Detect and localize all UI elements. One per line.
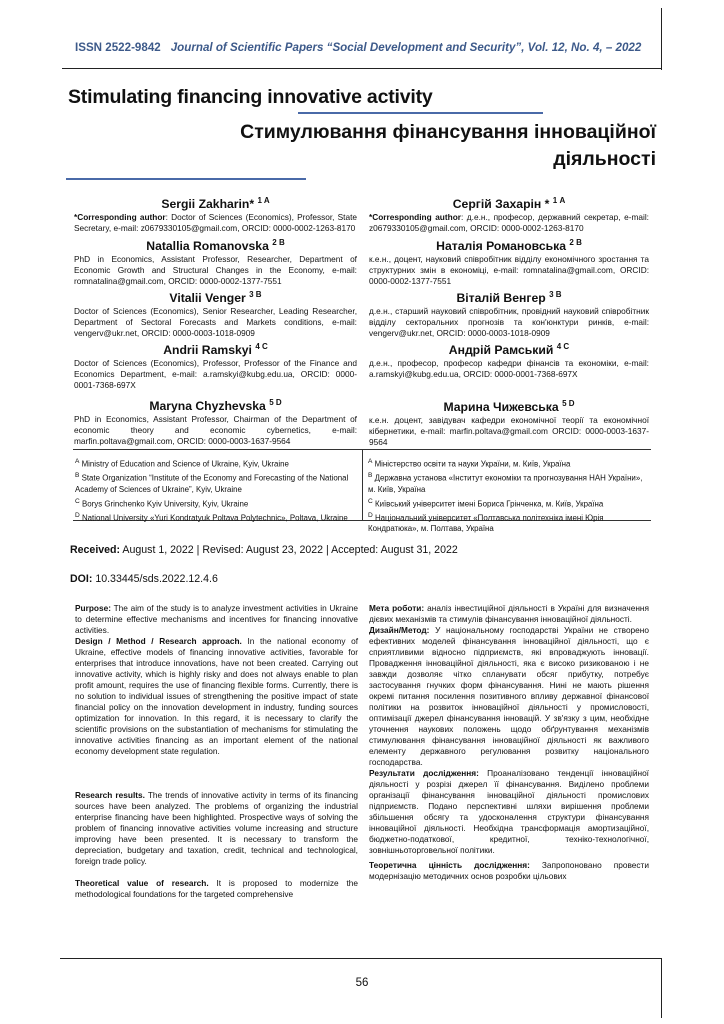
author-name: Vitalii Venger $^{3 B}$ [169, 290, 262, 306]
doi: DOI: 10.33445/sds.2022.12.4.6 [70, 573, 218, 585]
author-info: к.е.н. доцент, завідувач кафедри економічної теорії та економічної кібернетики, e-mail: marfin.poltava@gmail.com ORCID: 0000-0003-1637-9564 [369, 415, 649, 448]
abstract-design: Design / Method / Research approach. In the national economy of Ukraine, effective models of financing innovative activities, favorable for enterprises that introduce innovations, have not been created. Carrying out innovative activity, which is highly risky and does not always enable to plan profit amount, requires the use of financing flexible forms. Currently, there is no solution to individual issues of strengthening the positive impact of state financial policy on the innovation development in industry, funding sources optimization for innovation. In this regard, it is necessary to clarify the scientific provisions on the substantiation of mechanisms for stimulating the innovative activities financing as an important element of the national economy development state regulation. [75, 636, 358, 756]
affiliation: $^C$ Borys Grinchenko Kyiv University, Kyiv, Ukraine [75, 497, 249, 509]
author-name: Наталія Романовська $^{2 B}$ [436, 238, 582, 254]
affiliations-english [75, 457, 357, 525]
title-english: Stimulating financing innovative activity [68, 86, 433, 108]
author-info: Doctor of Sciences (Economics), Professor, Professor of the Finance and Economics Department, e-mail: a.ramskyi@kubg.edu.ua, ORCID: 0000-0001-7368-697X [74, 358, 357, 391]
abstract-results: Research results. The trends of innovative activity in terms of its financing sources have been analyzed. The problems of organizing the industrial enterprise financing have been highlighted. Prospective ways of solving the problem of financing innovative activities volume increasing and structure improving have been presented. It is necessary to transform the depreciation, budgetary and taxation, credit, technical and technological, foreign trade policy. [75, 790, 359, 866]
header-rule [62, 68, 662, 69]
author-info: к.е.н., доцент, науковий співробітник відділу економічного зростання та структурних змін в економіці, e-mail: romnatalina@gmail.com, ORCID: 0000-0002-1377-7551 [369, 254, 649, 287]
publication-dates: Received: August 1, 2022 | Revised: August 23, 2022 | Accepted: August 31, 2022 [70, 544, 458, 556]
author-name: Андрій Рамський $^{4 C}$ [448, 342, 570, 358]
title-underline-2 [66, 178, 306, 180]
journal-citation: Journal of Scientific Papers “Social Development and Security”, Vol. 12, No. 4, – 2022 [170, 41, 642, 54]
author-info: д.е.н., старший науковий співробітник, провідний науковий співробітник відділу секторальних прогнозів та кон'юнктури ринків, e-mail: vengerv@ukr.net, ORCID: 0000-0003-1018-0909 [369, 306, 649, 339]
doi-link[interactable]: 10.33445/sds.2022.12.4.6 [95, 573, 218, 585]
affiliation: $^A$ Ministry of Education and Science of Ukraine, Kyiv, Ukraine [75, 458, 289, 469]
author-info: PhD in Economics, Assistant Professor, Chairman of the Department of economic theory and economic cybernetics, e-mail: marfin.poltava@gmail.com, ORCID: 0000-0003-1637-9564 [74, 414, 357, 447]
author-info: *Corresponding author: Doctor of Sciences (Economics), Professor, State Secretary, e-mail: z0679330105@gmail.com, ORCID: 0000-0002-1263-8170 [74, 212, 357, 234]
abstract-results: Результати дослідження: Проаналізовано тенденції інноваційної діяльності у розрізі джерел її фінансування. Виділено проблеми організації фінансування інноваційної діяльності промислових підприємств. Подано перспективні шляхи вирішення проблеми збільшення обсягу та удосконалення структури фінансування інноваційної діяльності. Необхідна трансформація амортизаційної, бюджетно-податкової, кредитної, техніко-технологічної, зовнішньоторговельної політики. [369, 768, 649, 855]
author-name: Andrii Ramskyi $^{4 C}$ [163, 342, 268, 358]
affiliation: $^A$ Міністерство освіти та науки України, м. Київ, Україна [368, 458, 571, 469]
authors-ukrainian [369, 193, 649, 448]
author-name: Марина Чижевська $^{5 D}$ [443, 399, 575, 415]
journal-header [75, 41, 662, 54]
title-ukrainian: Стимулювання фінансування інноваційної діяльності [240, 121, 656, 170]
footer-rule [60, 958, 662, 959]
issn: ISSN 2522-9842 [75, 41, 161, 54]
page-number: 56 [355, 977, 369, 989]
abstract-purpose: Мета роботи: аналіз інвестиційної діяльності в Україні для визначення дієвих механізмів та стимулів фінансування інноваційної діяльності. [369, 603, 650, 624]
author-info: PhD in Economics, Assistant Professor, Researcher, Department of Economic Growth and Structural Changes in the Economy, e-mail: romnatalina@gmail.com, ORCID: 0000-0002-1377-7551 [74, 254, 357, 287]
header-vertical-rule [661, 8, 662, 70]
affiliation: $^B$ Державна установа «Інститут економіки та прогнозування НАН України», м. Київ, Україна [368, 472, 643, 494]
author-info: Doctor of Sciences (Economics), Senior Researcher, Leading Researcher, Department of Sectoral Forecasts and Markets conditions, e-mail: vengerv@ukr.net, ORCID: 0000-0003-1018-0909 [74, 306, 357, 339]
abstract-ukrainian [369, 603, 649, 882]
affiliation: $^C$ Київський університет імені Бориса Грінченка, м. Київ, Україна [368, 497, 604, 509]
author-name: Natallia Romanovska $^{2 B}$ [146, 238, 285, 254]
affiliation: $^B$ State Organization “Institute of the Economy and Forecasting of the National Academy of Sciences of Ukraine”, Kyiv, Ukraine [75, 472, 349, 494]
author-name: Sergii Zakharin* $^{1 A}$ [161, 196, 270, 212]
affiliation-column-divider [362, 449, 363, 520]
author-name: Сергій Захарін * $^{1 A}$ [452, 196, 566, 212]
affiliations-ukrainian [368, 457, 650, 536]
author-name: Maryna Chyzhevska $^{5 D}$ [149, 398, 282, 414]
abstract-design: Дизайн/Метод: У національному господарстві України не створено ефективних моделей фінансування інноваційної діяльності, що є сприятливими відносно підприємств, які впроваджують інновації. Провадження інноваційної діяльності, яка є високо ризикованою і не завжди дозволяє чітко спланувати обсяг прибутку, потребує застосування гнучких форм фінансування. Нині не мають рішення окремі питання посилення позитивного впливу державної фінансової політики на розвиток інноваційної діяльності у промисловості, оптимізації джерел фінансування інновацій. У зв'язку з цим, необхідне уточнення наукових положень щодо обґрунтування механізмів стимулювання фінансування інноваційної діяльності як важливого елементу державного регулювання розвитку національного господарства. [369, 625, 649, 767]
abstract-purpose: Purpose: The aim of the study is to analyze investment activities in Ukraine to determine effective mechanisms and incentives for financing innovative activities. [75, 603, 359, 635]
author-info: *Corresponding author: д.е.н., професор, державний секретар, e-mail: z0679330105@gmail.com, ORCID: 0000-0002-1263-8170 [369, 212, 649, 234]
authors-english [74, 193, 357, 447]
abstract-theory: Теоретична цінність дослідження: Запропоновано провести модернізацію методичних основ розробки цільових [369, 860, 649, 881]
author-name: Віталій Венгер $^{3 B}$ [456, 290, 562, 306]
title-underline [298, 112, 543, 114]
abstract-english [75, 603, 358, 900]
abstract-theory: Theoretical value of research. It is proposed to modernize the methodological foundations for the targeted comprehensive [75, 878, 358, 899]
affiliation: $^D$ National University «Yuri Kondratyuk Poltava Polytechnic», Poltava, Ukraine [75, 512, 348, 523]
affiliation: $^D$ Національний університет «Полтавська політехніка імені Юрія Кондратюка», м. Полтава, Україна [368, 512, 604, 534]
author-info: д.е.н., професор, професор кафедри фінансів та економіки, e-mail: a.ramskyi@kubg.edu.ua, ORCID: 0000-0001-7368-697X [369, 358, 649, 380]
